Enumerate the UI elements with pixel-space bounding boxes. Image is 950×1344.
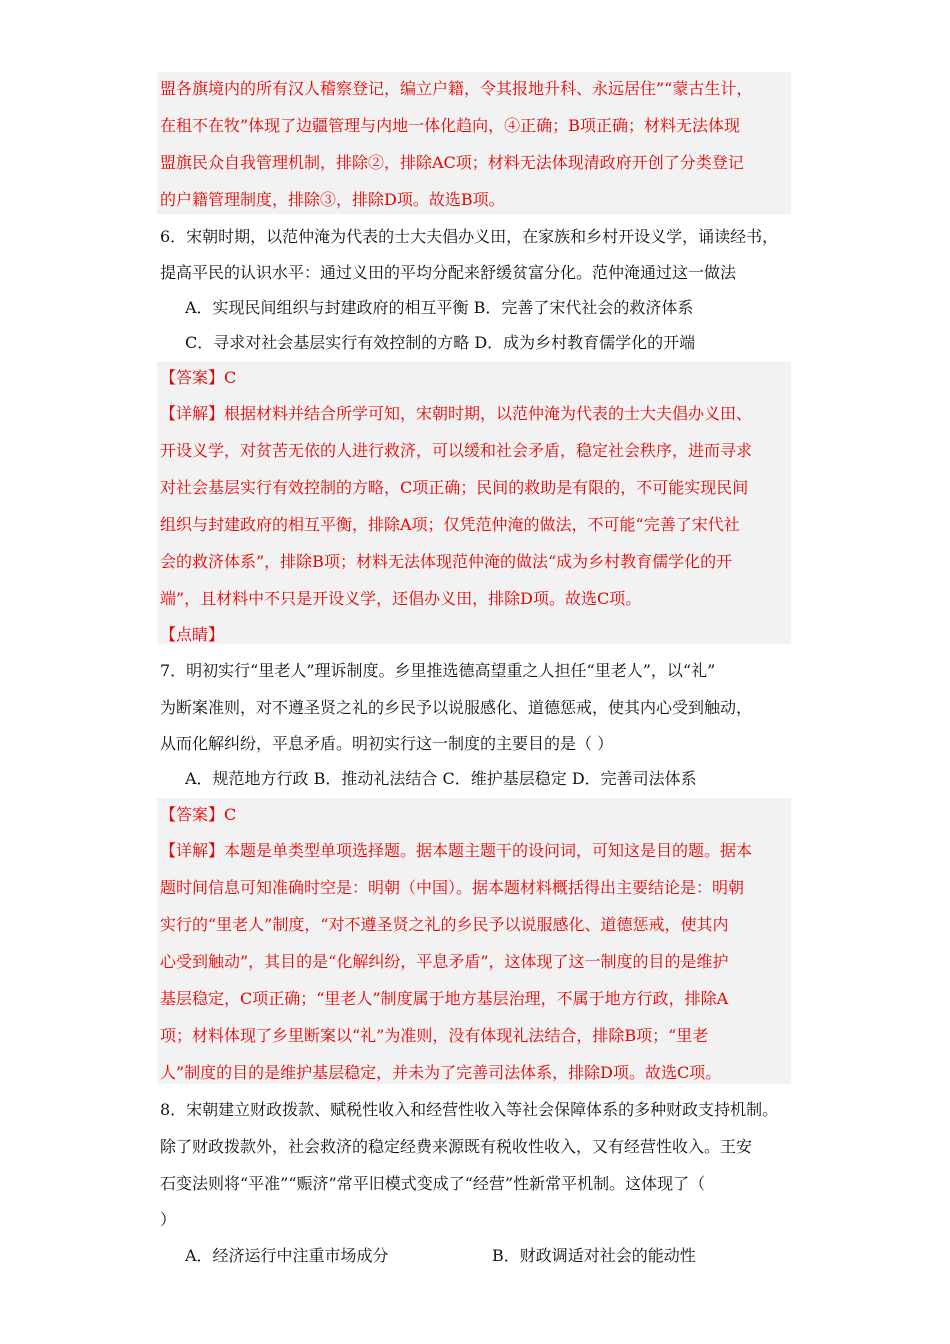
q7-detail-line: 题时间信息可知准确时空是：明朝（中国）。据本题材料概括得出主要结论是：明朝 (160, 878, 745, 897)
q6-detail-line: 端”，且材料中不只是开设义学，还倡办义田，排除D项。故选C项。 (160, 589, 642, 608)
q8-stem-line: 除了财政拨款外，社会救济的稳定经费来源既有税收性收入，又有经营性收入。王安 (160, 1137, 753, 1156)
q7-stem-line: 从而化解纠纷，平息矛盾。明初实行这一制度的主要目的是（ ） (160, 734, 614, 753)
q7-stem-line: 7．明初实行“里老人”理诉制度。乡里推选德高望重之人担任“里老人”，以“礼” (160, 661, 716, 680)
q7-detail-line: 项；材料体现了乡里断案以“礼”为准则，没有体现礼法结合，排除B项；“里老 (160, 1026, 709, 1045)
q8-stem-line: 石变法则将“平准”“赈济”常平旧模式变成了“经营”性新常平机制。这体现了（ (160, 1174, 706, 1193)
q6-stem-line: 提高平民的认识水平：通过义田的平均分配来舒缓贫富分化。范仲淹通过这一做法 (160, 263, 737, 282)
q5-detail-line: 盟各旗境内的所有汉人稽察登记，编立户籍，令其报地升科、永远居住”“蒙古生计， (160, 79, 753, 98)
q6-detail-line: 开设义学，对贫苦无依的人进行救济，可以缓和社会矛盾，稳定社会秩序，进而寻求 (160, 441, 753, 460)
q5-detail-line: 盟旗民众自我管理机制，排除②，排除AC项；材料无法体现清政府开创了分类登记 (160, 153, 744, 172)
q7-detail-line: 实行的“里老人”制度，“对不遵圣贤之礼的乡民予以说服感化、道德惩戒，使其内 (160, 915, 729, 934)
q6-detail-line: 对社会基层实行有效控制的方略，C项正确；民间的救助是有限的，不可能实现民间 (160, 478, 749, 497)
q7-stem-line: 为断案准则，对不遵圣贤之礼的乡民予以说服感化、道德惩戒，使其内心受到触动， (160, 698, 753, 717)
q8-option-a: A．经济运行中注重市场成分 (185, 1246, 389, 1265)
q6-option-line: C．寻求对社会基层实行有效控制的方略 D．成为乡村教育儒学化的开端 (185, 333, 696, 352)
q6-option-line: A．实现民间组织与封建政府的相互平衡 B．完善了宋代社会的救济体系 (185, 298, 694, 317)
q6-detail-line: 组织与封建政府的相互平衡，排除A项；仅凭范仲淹的做法，不可能“完善了宋代社 (160, 515, 740, 534)
q6-stem-line: 6．宋朝时期，以范仲淹为代表的士大夫倡办义田，在家族和乡村开设义学，诵读经书， (160, 227, 779, 246)
q7-detail-line: 【详解】本题是单类型单项选择题。据本题主题干的设问词，可知这是目的题。据本 (160, 841, 753, 860)
q7-detail-line: 心受到触动”，其目的是“化解纠纷，平息矛盾”，这体现了这一制度的目的是维护 (160, 952, 729, 971)
q5-detail-line: 在租不在牧”体现了边疆管理与内地一体化趋向，④正确；B项正确；材料无法体现 (160, 116, 740, 135)
q8-option-b: B．财政调适对社会的能动性 (492, 1246, 696, 1265)
q7-detail-line: 人”制度的目的是维护基层稳定，并未为了完善司法体系，排除D项。故选C项。 (160, 1063, 722, 1082)
q8-stem-line: ） (160, 1210, 177, 1229)
q6-detail-line: 【详解】根据材料并结合所学可知，宋朝时期，以范仲淹为代表的士大夫倡办义田、 (160, 404, 753, 423)
q5-detail-line: 的户籍管理制度，排除③，排除D项。故选B项。 (160, 190, 505, 209)
q7-answer: 【答案】C (160, 805, 237, 824)
q7-option-line: A．规范地方行政 B．推动礼法结合 C．维护基层稳定 D．完善司法体系 (185, 769, 697, 788)
q6-answer: 【答案】C (160, 368, 237, 387)
q8-stem-line: 8．宋朝建立财政拨款、赋税性收入和经营性收入等社会保障体系的多种财政支持机制。 (160, 1100, 779, 1119)
q6-detail-line: 会的救济体系”，排除B项；材料无法体现范仲淹的做法“成为乡村教育儒学化的开 (160, 552, 733, 571)
q6-comment: 【点睛】 (160, 625, 225, 644)
q7-detail-line: 基层稳定，C项正确；“里老人”制度属于地方基层治理，不属于地方行政，排除A (160, 989, 729, 1008)
